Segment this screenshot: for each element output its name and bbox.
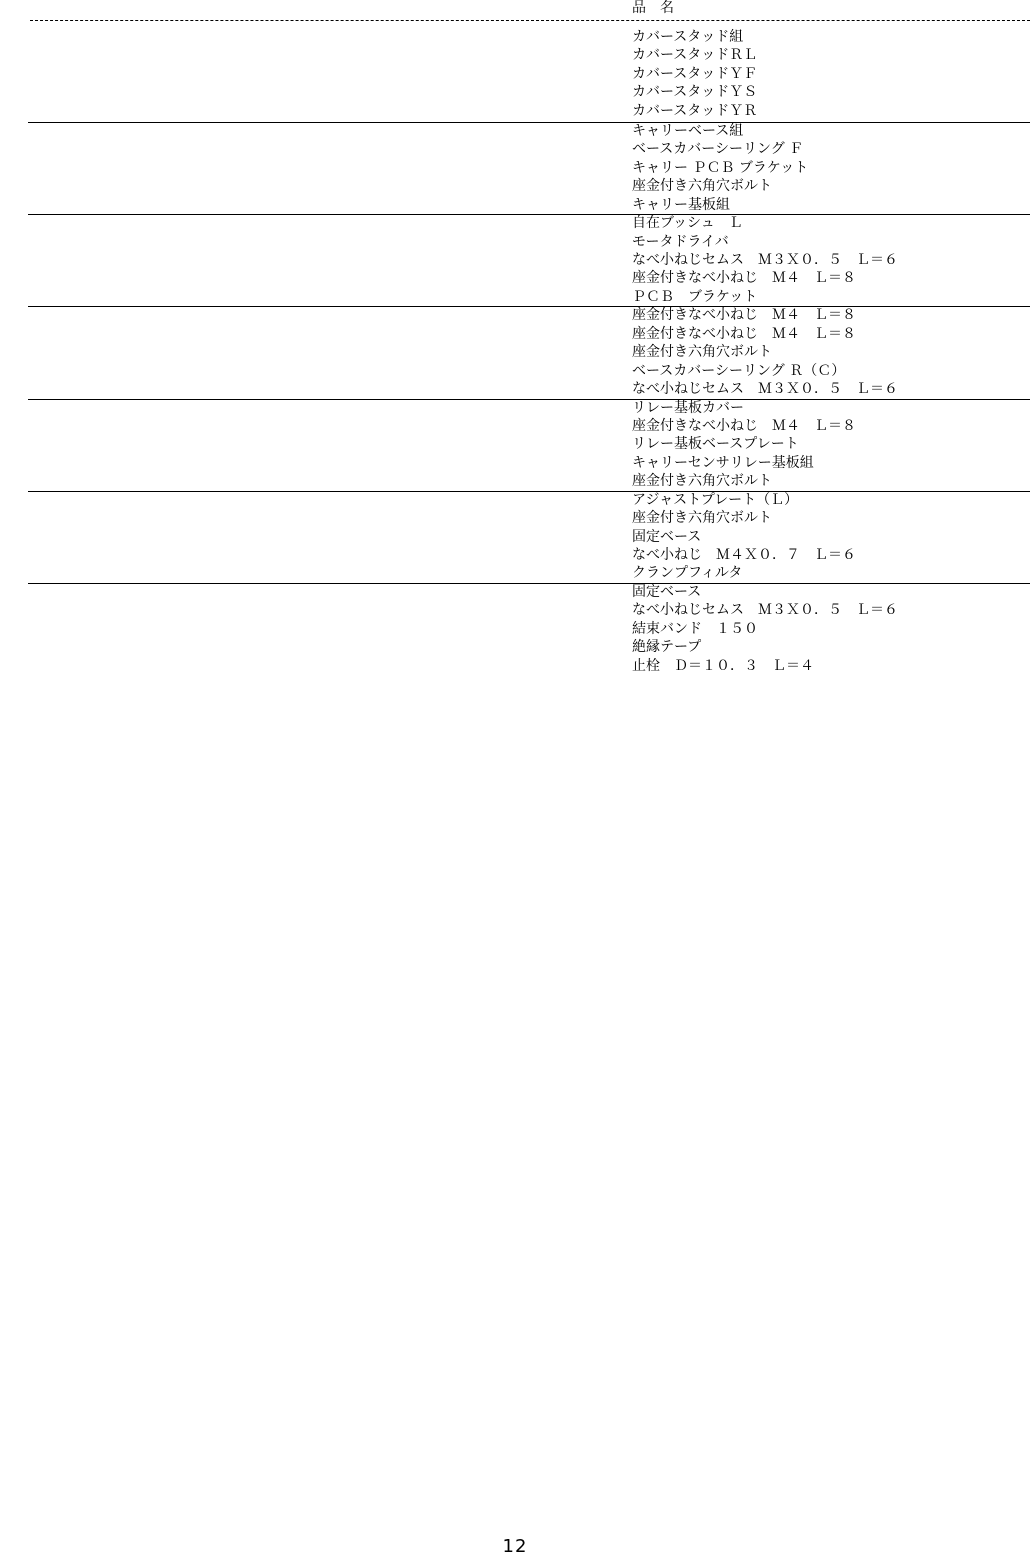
part-name: クランプフィルタ bbox=[632, 565, 743, 582]
part-name: 固定ベース bbox=[632, 584, 702, 600]
part-name: リレー基板カバー bbox=[632, 399, 744, 416]
part-list bbox=[632, 214, 898, 306]
part-list bbox=[632, 122, 808, 214]
part-name: 座金付き六角穴ボルト bbox=[632, 344, 772, 361]
part-name: 座金付きなべ小ねじ Ｍ４ Ｌ＝８ bbox=[632, 307, 856, 324]
part-name: なべ小ねじセムス Ｍ３Ｘ０．５ Ｌ＝６ bbox=[632, 251, 898, 268]
part-list bbox=[632, 306, 898, 398]
group-divider bbox=[28, 399, 1030, 400]
part-name: キャリーベース組 bbox=[632, 123, 744, 139]
part-list bbox=[632, 491, 856, 583]
part-name: 座金付き六角穴ボルト bbox=[632, 510, 772, 527]
header-dashed-divider bbox=[30, 20, 1030, 21]
part-name: なべ小ねじセムス Ｍ３Ｘ０．５ Ｌ＝６ bbox=[632, 602, 898, 619]
part-name: 絶縁テープ bbox=[632, 639, 702, 656]
part-name: 固定ベース bbox=[632, 528, 702, 545]
part-list bbox=[632, 399, 856, 491]
part-list bbox=[632, 583, 898, 675]
part-name: なべ小ねじセムス Ｍ３Ｘ０．５ Ｌ＝６ bbox=[632, 380, 898, 397]
part-name: なべ小ねじ Ｍ４Ｘ０．７ Ｌ＝６ bbox=[632, 546, 856, 563]
part-name: ベースカバーシーリング Ｆ bbox=[632, 141, 804, 158]
part-name: 座金付きなべ小ねじ Ｍ４ Ｌ＝８ bbox=[632, 417, 856, 434]
part-name: 座金付き六角穴ボルト bbox=[632, 473, 772, 490]
part-name: ＰＣＢ ブラケット bbox=[632, 288, 758, 305]
part-list bbox=[632, 28, 757, 120]
part-name: キャリーセンサリレー基板組 bbox=[632, 454, 814, 471]
part-name: 座金付きなべ小ねじ Ｍ４ Ｌ＝８ bbox=[632, 325, 856, 342]
part-name: 座金付きなべ小ねじ Ｍ４ Ｌ＝８ bbox=[632, 270, 856, 287]
group-divider bbox=[28, 122, 1030, 123]
part-name: モータドライバ bbox=[632, 233, 729, 250]
part-name: 座金付き六角穴ボルト bbox=[632, 178, 772, 195]
column-header-part-name: 品 名 bbox=[632, 0, 674, 16]
part-name: カバースタッドＹＦ bbox=[632, 65, 758, 82]
group-divider bbox=[28, 491, 1030, 492]
part-name: 結束バンド １５０ bbox=[632, 620, 758, 637]
part-name: カバースタッドＹＲ bbox=[632, 102, 758, 119]
part-name: キャリー ＰＣＢ ブラケット bbox=[632, 159, 809, 176]
part-name: カバースタッドＲＬ bbox=[632, 47, 758, 64]
part-name: キャリー基板組 bbox=[632, 196, 730, 213]
part-name: リレー基板ベースプレート bbox=[632, 436, 799, 453]
part-name: 止栓 Ｄ＝１０．３ Ｌ＝４ bbox=[632, 657, 814, 674]
part-name: アジャストプレート（Ｌ） bbox=[632, 491, 799, 508]
part-name: カバースタッドＹＳ bbox=[632, 84, 758, 101]
part-name: ベースカバーシーリング Ｒ（Ｃ） bbox=[632, 362, 846, 379]
part-name: カバースタッド組 bbox=[632, 29, 744, 45]
page-number: 12 bbox=[502, 1536, 528, 1557]
part-name: 自在ブッシュ Ｌ bbox=[632, 215, 743, 232]
